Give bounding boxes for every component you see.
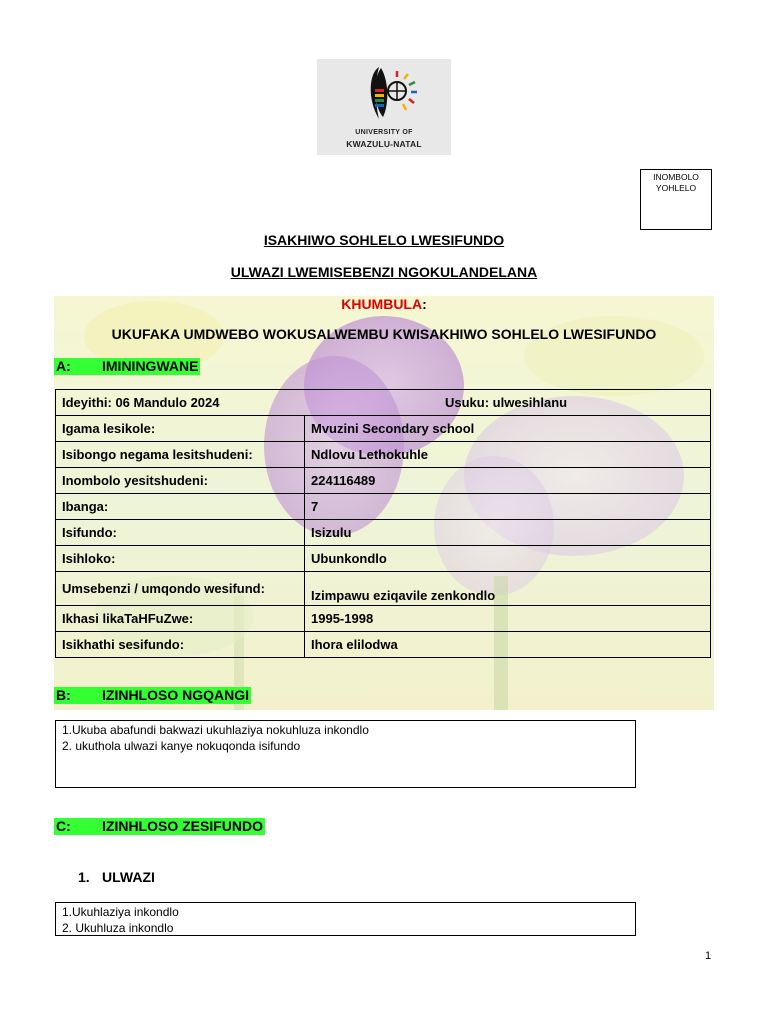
table-row	[56, 442, 711, 468]
row-label: Isibongo negama lesitshudeni:	[56, 442, 305, 468]
table-row	[56, 546, 711, 572]
row-value: Mvuzini Secondary school	[305, 416, 711, 442]
section-b-heading	[54, 687, 251, 704]
section-a-letter: A:	[56, 358, 71, 374]
knowledge-title: ULWAZI	[102, 869, 155, 885]
section-c-letter: C:	[56, 818, 71, 834]
row-label: Igama lesikole:	[56, 416, 305, 442]
ref-box-line1: INOMBOLO	[653, 172, 699, 182]
row-value: 1995-1998	[305, 606, 711, 632]
row-label: Ikhasi likaTaHFuZwe:	[56, 606, 305, 632]
logo-text-line1: UNIVERSITY OF	[355, 129, 413, 136]
instruction-heading: UKUFAKA UMDWEBO WOKUSALWEMBU KWISAKHIWO SOHLELO LWESIFUNDO	[111, 326, 657, 342]
row-value: 7	[305, 494, 711, 520]
main-title: ISAKHIWO SOHLELO LWESIFUNDO	[263, 232, 505, 248]
list-item: 1.Ukuhlaziya inkondlo	[62, 905, 179, 919]
table-row	[56, 416, 711, 442]
row-label: Isifundo:	[56, 520, 305, 546]
page-number: 1	[705, 950, 712, 962]
ref-box-line2: YOHLELO	[655, 183, 697, 193]
section-b-letter: B:	[56, 687, 71, 703]
shield-emblem-icon	[317, 59, 451, 129]
date-label: Ideyithi: 06 Mandulo 2024	[62, 395, 220, 410]
table-row	[56, 468, 711, 494]
row-value: Izimpawu eziqavile zenkondlo	[305, 572, 711, 606]
row-label: Isikhathi sesifundo:	[56, 632, 305, 658]
table-row	[56, 606, 711, 632]
row-value: Isizulu	[305, 520, 711, 546]
knowledge-heading	[78, 869, 155, 885]
row-value: Ndlovu Lethokuhle	[305, 442, 711, 468]
section-b-title: IZINHLOSO NGQANGI	[102, 687, 249, 703]
knowledge-number: 1.	[78, 869, 90, 885]
list-item: 1.Ukuba abafundi bakwazi ukuhlaziya nokuhluza inkondlo	[62, 723, 369, 737]
row-label: Umsebenzi / umqondo wesifund:	[56, 572, 305, 606]
section-c-heading	[54, 818, 265, 835]
logo-text-line2: KWAZULU-NATAL	[346, 139, 422, 149]
section-a-heading	[54, 358, 200, 375]
knowledge-box	[55, 902, 636, 936]
section-c-title: IZINHLOSO ZESIFUNDO	[102, 818, 263, 834]
reference-number-box	[640, 169, 712, 230]
section-a-title: IMININGWANE	[102, 358, 199, 374]
aims-box	[55, 720, 636, 788]
table-row	[56, 572, 711, 606]
table-row	[56, 390, 711, 416]
table-row	[56, 632, 711, 658]
university-logo	[317, 59, 451, 155]
list-item: 2. Ukuhluza inkondlo	[62, 921, 174, 935]
row-label: Isihloko:	[56, 546, 305, 572]
row-value: 224116489	[305, 468, 711, 494]
day-label: Usuku: ulwesihlanu	[445, 395, 568, 410]
row-value: Ihora elilodwa	[305, 632, 711, 658]
table-row	[56, 494, 711, 520]
row-label: Inombolo yesitshudeni:	[56, 468, 305, 494]
list-item: 2. ukuthola ulwazi kanye nokuqonda isifundo	[62, 739, 301, 753]
reminder-colon: :	[422, 296, 427, 312]
details-table	[55, 389, 711, 658]
row-value: Ubunkondlo	[305, 546, 711, 572]
reminder-heading	[0, 296, 768, 312]
reminder-label: KHUMBULA	[341, 296, 423, 312]
date-cell	[56, 390, 711, 416]
subtitle: ULWAZI LWEMISEBENZI NGOKULANDELANA	[230, 264, 538, 280]
row-label: Ibanga:	[56, 494, 305, 520]
table-row	[56, 520, 711, 546]
